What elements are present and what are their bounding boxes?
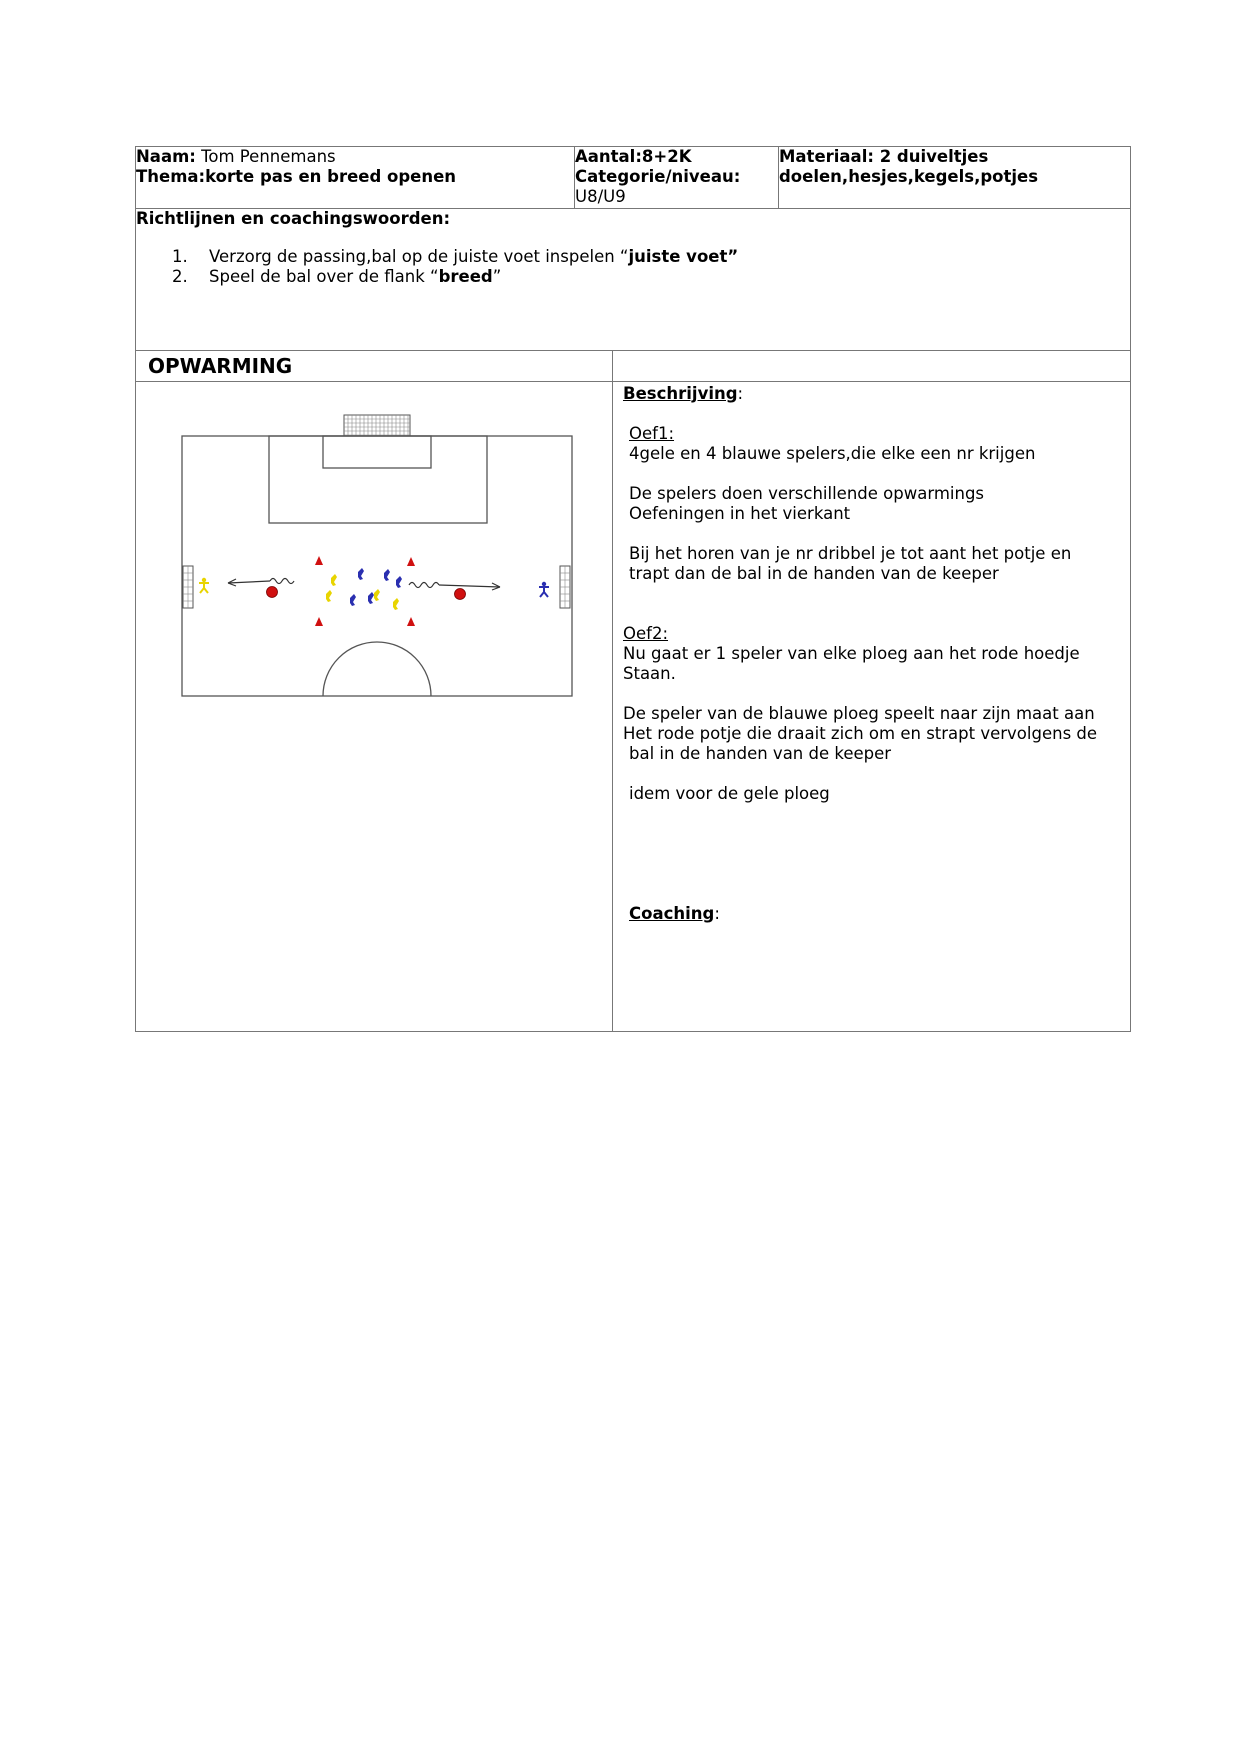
oef1-title: Oef1: (629, 423, 675, 443)
dribble-left-arrow (228, 578, 294, 586)
richtlijnen-list (136, 247, 1130, 287)
field-diagram (136, 382, 613, 1026)
oef2-title: Oef2: (623, 623, 669, 643)
section-title: OPWARMING (148, 353, 293, 378)
aantal: Aantal:8+2K (575, 147, 692, 166)
text-line: Staan. (623, 663, 676, 683)
materiaal-line2: doelen,hesjes,kegels,potjes (779, 167, 1039, 186)
yellow-keeper-icon (199, 577, 209, 592)
beschrijving-heading: Beschrijving (623, 383, 738, 403)
top-goal (344, 415, 410, 436)
dribble-right-arrow (409, 582, 500, 590)
thema-value: korte pas en breed openen (205, 167, 457, 186)
red-pot (267, 586, 278, 597)
text-line: bal in de handen van de keeper (629, 743, 892, 763)
text-line: Oefeningen in het vierkant (629, 503, 851, 523)
section-title-cell (136, 350, 613, 381)
text-line: idem voor de gele ploeg (629, 783, 830, 803)
text-line: De speler van de blauwe ploeg speelt naar zijn maat aan (623, 703, 1095, 723)
goal-area (323, 436, 431, 468)
list-item: 2. Speel de bal over de flank “breed” (172, 267, 502, 286)
text-line: Het rode potje die draait zich om en strapt vervolgens de (623, 723, 1098, 743)
text-line: Nu gaat er 1 speler van elke ploeg aan het rode hoedje (623, 643, 1080, 663)
richtlijnen-cell (136, 209, 1131, 351)
exercise-table (135, 350, 1131, 1032)
blue-keeper-icon (539, 581, 549, 596)
description-cell: Beschrijving: Oef1: 4gele en 4 blauwe spelers,die elke een nr krijgen De spelers doen verschillende opwarmings Oefeningen in het vierkant Bij het horen van je nr dribbel je tot aant het potje en trapt dan de bal in de handen van de keeper Oef2: Nu gaat er 1 speler van elke ploeg aan het rode hoedje Staan. De speler van de blauwe ploeg speelt naar zijn maat aan Het rode potje die draait zich om en strapt vervolgens de bal in de handen van de keeper idem voor de gele ploeg Coaching: (613, 381, 1131, 1031)
materiaal-line1: Materiaal: 2 duiveltjes (779, 147, 989, 166)
naam-value: Tom Pennemans (195, 147, 336, 166)
text-line: De spelers doen verschillende opwarmings (629, 483, 985, 503)
naam-label: Naam: (136, 147, 196, 166)
categorie-value: U8/U9 (575, 187, 626, 206)
penalty-area (269, 436, 487, 523)
materiaal-cell (779, 147, 1131, 209)
section-empty-cell (613, 350, 1131, 381)
aantal-cell (575, 147, 779, 209)
text-line: 4gele en 4 blauwe spelers,die elke een nr krijgen (629, 443, 1036, 463)
categorie-label: Categorie/niveau: (575, 167, 741, 186)
name-theme-cell (136, 147, 575, 209)
left-mini-goal (183, 566, 193, 608)
richtlijnen-title: Richtlijnen en coachingswoorden: (136, 209, 451, 228)
training-sheet (135, 146, 1130, 1032)
red-pot (455, 588, 466, 599)
list-item: 1. Verzorg de passing,bal op de juiste voet inspelen “juiste voet” (172, 247, 739, 266)
diagram-cell (136, 381, 613, 1031)
center-circle (323, 642, 431, 696)
text-line: trapt dan de bal in de handen van de keeper (629, 563, 999, 583)
thema-label: Thema: (136, 167, 206, 186)
coaching-heading: Coaching (629, 903, 715, 923)
right-mini-goal (560, 566, 570, 608)
text-line: Bij het horen van je nr dribbel je tot aant het potje en (629, 543, 1072, 563)
field-outline (182, 436, 572, 696)
header-table (135, 146, 1131, 351)
